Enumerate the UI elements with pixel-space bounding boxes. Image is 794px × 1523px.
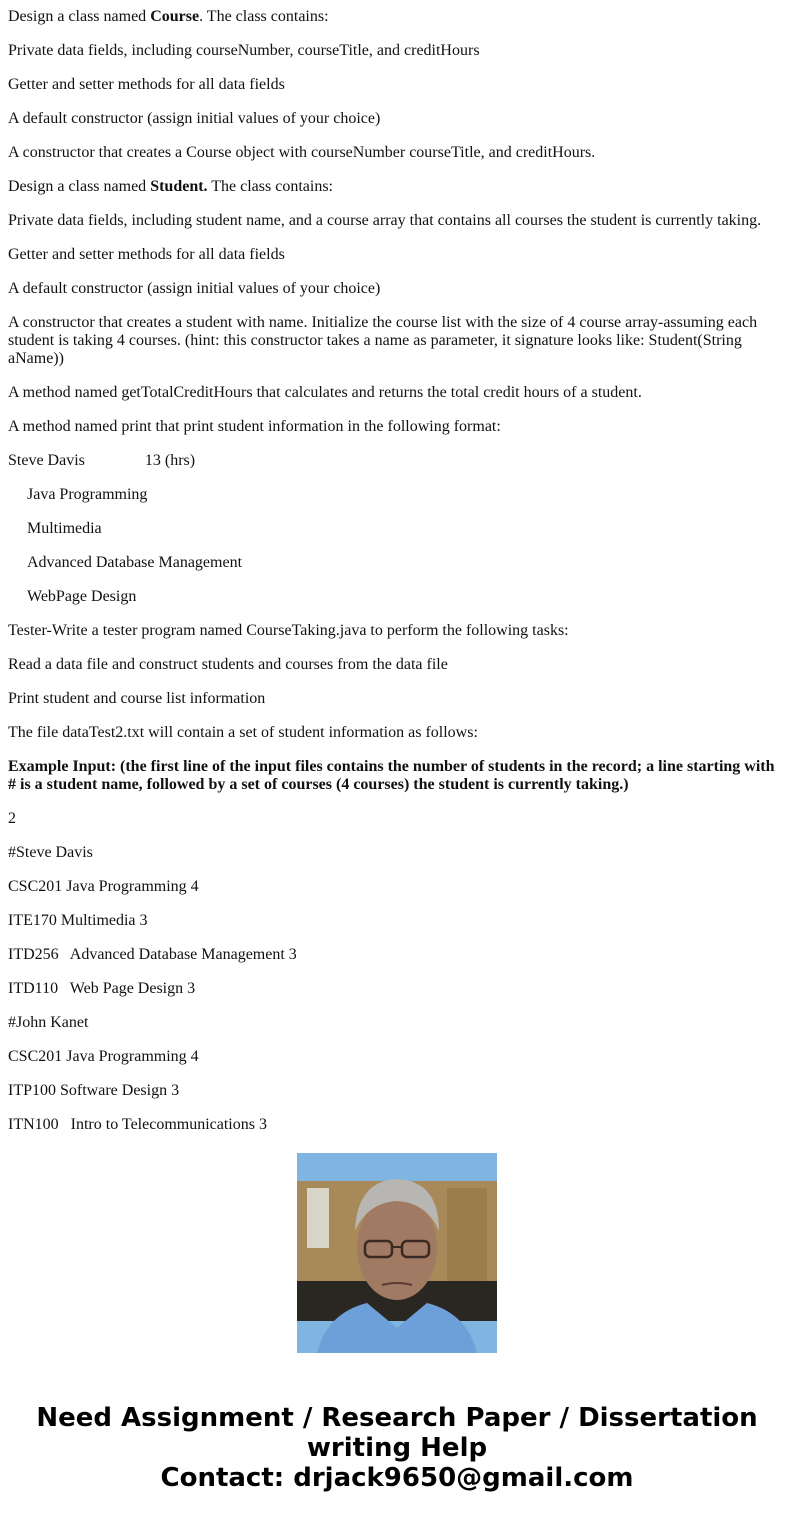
student-class-intro bbox=[8, 178, 786, 196]
example-input-line: ITP100 Software Design 3 bbox=[8, 1082, 180, 1099]
example-input-line: #John Kanet bbox=[8, 1014, 89, 1031]
contact-banner bbox=[0, 1403, 794, 1493]
person-portrait-icon bbox=[297, 1153, 497, 1353]
course-requirement: Private data fields, including courseNumber, courseTitle, and creditHours bbox=[8, 42, 480, 59]
example-input-line: ITE170 Multimedia 3 bbox=[8, 912, 148, 929]
student-requirement: A method named print that print student information in the following format: bbox=[8, 418, 501, 435]
example-input-line: ITN100 Intro to Telecommunications 3 bbox=[8, 1116, 267, 1133]
intro-text: . The class contains: bbox=[199, 8, 329, 25]
student-requirement: Private data fields, including student name, and a course array that contains all courses the student is currently taking. bbox=[8, 212, 762, 229]
example-input-line: ITD256 Advanced Database Management 3 bbox=[8, 946, 297, 963]
class-name-course: Course bbox=[150, 8, 200, 25]
intro-text: The class contains: bbox=[207, 178, 333, 195]
print-format-course: Java Programming bbox=[27, 486, 148, 503]
contact-email: Contact: drjack9650@gmail.com bbox=[160, 1463, 634, 1493]
intro-text: Design a class named bbox=[8, 178, 151, 195]
student-requirement: Getter and setter methods for all data fields bbox=[8, 246, 285, 263]
example-input-line: ITD110 Web Page Design 3 bbox=[8, 980, 196, 997]
tester-requirement: Tester-Write a tester program named CourseTaking.java to perform the following tasks: bbox=[8, 622, 569, 639]
author-photo bbox=[297, 1153, 497, 1353]
print-format-course: Multimedia bbox=[27, 520, 102, 537]
banner-line: Need Assignment / Research Paper / Dissertation bbox=[36, 1403, 758, 1433]
tester-requirement: The file dataTest2.txt will contain a set of student information as follows: bbox=[8, 724, 478, 741]
course-requirement: A default constructor (assign initial values of your choice) bbox=[8, 110, 381, 127]
student-requirement: A default constructor (assign initial values of your choice) bbox=[8, 280, 381, 297]
course-class-intro bbox=[8, 8, 786, 26]
assignment-document bbox=[8, 0, 786, 1133]
example-input-line: CSC201 Java Programming 4 bbox=[8, 1048, 199, 1065]
tester-requirement: Read a data file and construct students and courses from the data file bbox=[8, 656, 448, 673]
example-input-line: CSC201 Java Programming 4 bbox=[8, 878, 199, 895]
course-requirement: A constructor that creates a Course object with courseNumber courseTitle, and creditHours. bbox=[8, 144, 596, 161]
example-input-heading bbox=[8, 758, 786, 794]
intro-text: Design a class named bbox=[8, 8, 151, 25]
example-input-line: #Steve Davis bbox=[8, 844, 93, 861]
example-heading-text: Example Input: (the first line of the input files contains the number of students in the record; a line starting with # is a student name, followed by a set of courses (4 courses) the student is currently taking.) bbox=[8, 758, 779, 793]
student-requirement: A method named getTotalCreditHours that calculates and returns the total credit hours of a student. bbox=[8, 384, 642, 401]
student-requirement: A constructor that creates a student with name. Initialize the course list with the size of 4 course array-assuming each student is taking 4 courses. (hint: this constructor takes a name as parameter, it signature looks like: Student(String aName)) bbox=[8, 314, 762, 367]
print-format-course: Advanced Database Management bbox=[27, 554, 243, 571]
class-name-student: Student. bbox=[150, 178, 208, 195]
tester-requirement: Print student and course list information bbox=[8, 690, 266, 707]
print-format-header: Steve Davis 13 (hrs) bbox=[8, 452, 196, 469]
example-input-line: 2 bbox=[8, 810, 16, 827]
banner-line: writing Help bbox=[306, 1433, 488, 1463]
print-format-course: WebPage Design bbox=[27, 588, 137, 605]
course-requirement: Getter and setter methods for all data fields bbox=[8, 76, 285, 93]
